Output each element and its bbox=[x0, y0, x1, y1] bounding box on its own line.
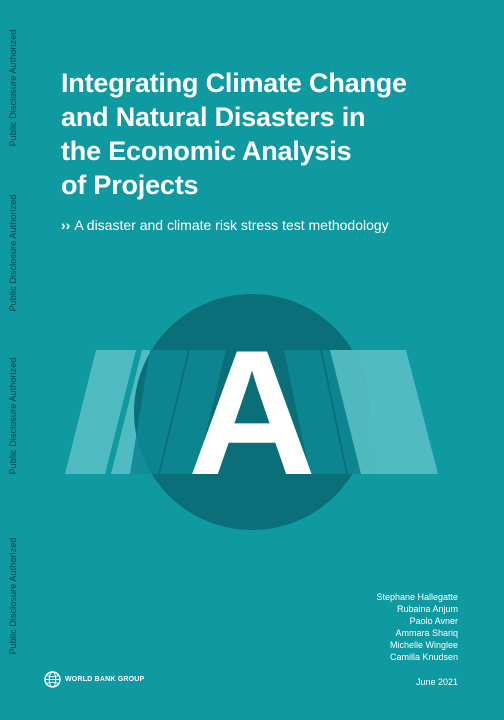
title-line: and Natural Disasters in bbox=[61, 102, 366, 132]
disclosure-label: Public Disclosure Authorized bbox=[8, 29, 18, 147]
publisher-logo bbox=[44, 671, 144, 688]
emblem-letter: A bbox=[187, 313, 317, 512]
author-name: Ammara Shariq bbox=[395, 628, 458, 638]
title-line: of Projects bbox=[61, 170, 199, 200]
disclosure-label: Public Disclosure Authorized bbox=[8, 194, 18, 312]
author-name: Stephane Hallegatte bbox=[376, 592, 458, 602]
publication-date: June 2021 bbox=[415, 677, 458, 687]
author-name: Camilla Knudsen bbox=[389, 652, 458, 662]
author-name: Paolo Avner bbox=[409, 616, 458, 626]
subtitle-text: A disaster and climate risk stress test methodology bbox=[74, 217, 389, 233]
author-name: Rubaina Anjum bbox=[396, 604, 458, 614]
publisher-name: WORLD BANK GROUP bbox=[65, 676, 145, 683]
author-list bbox=[376, 591, 458, 663]
title-line: the Economic Analysis bbox=[61, 136, 352, 166]
author-name: Michelle Winglee bbox=[389, 640, 458, 650]
chevron-right-icon: ›› bbox=[61, 217, 71, 233]
disclosure-label: Public Disclosure Authorized bbox=[8, 357, 18, 475]
disclosure-label: Public Disclosure Authorized bbox=[8, 537, 18, 655]
title-line: Integrating Climate Change bbox=[61, 68, 407, 98]
globe-icon bbox=[44, 671, 61, 688]
